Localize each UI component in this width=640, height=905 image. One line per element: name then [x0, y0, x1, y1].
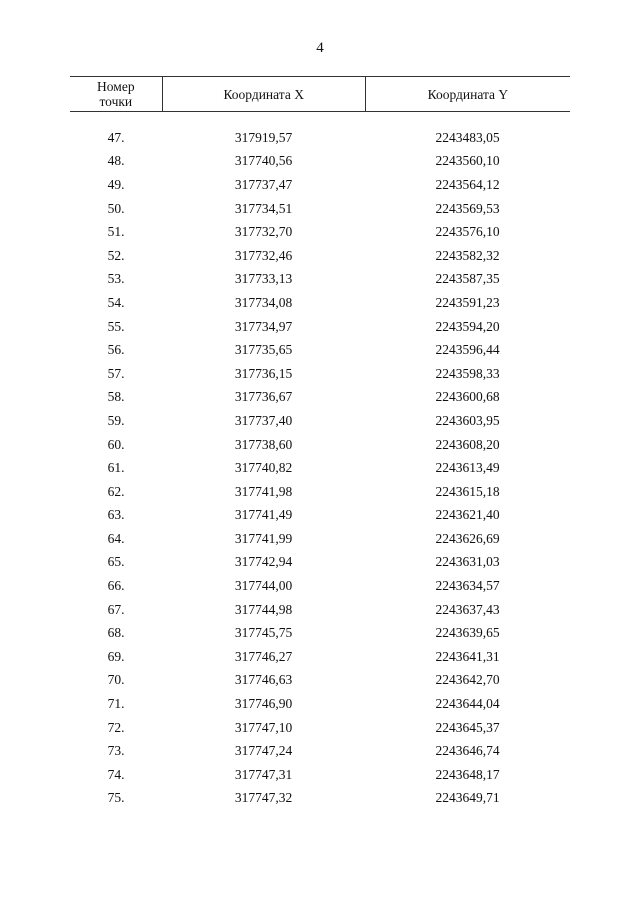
coordinate-x-cell: 317734,51: [234, 200, 293, 216]
table-row: [70, 527, 570, 551]
coordinate-x-cell: 317732,70: [234, 224, 293, 240]
coordinate-x-cell: 317746,27: [234, 648, 293, 664]
table-row: [70, 173, 570, 197]
coordinate-x-cell: 317734,08: [234, 294, 293, 310]
table-row: [70, 362, 570, 386]
header-point-number: [70, 77, 162, 111]
coordinate-y-cell: 2243621,40: [435, 507, 500, 523]
point-number-cell: 71.: [107, 696, 125, 712]
table-row: [70, 480, 570, 504]
table-row: [70, 551, 570, 575]
point-number-cell: 70.: [107, 672, 125, 688]
coordinate-y-cell: 2243596,44: [435, 342, 500, 358]
coordinate-y-cell: 2243639,65: [435, 625, 500, 641]
coordinate-x-cell: 317742,94: [234, 554, 293, 570]
coordinate-x-cell: 317741,49: [234, 507, 293, 523]
point-number-cell: 63.: [107, 507, 125, 523]
coordinate-x-cell: 317732,46: [234, 247, 293, 263]
table-row: [70, 197, 570, 221]
point-number-cell: 66.: [107, 578, 125, 594]
coordinate-x-cell: 317740,82: [234, 460, 293, 476]
point-number-cell: 56.: [107, 342, 125, 358]
point-number-cell: 52.: [107, 247, 125, 263]
point-number-cell: 57.: [107, 365, 125, 381]
point-number-cell: 74.: [107, 766, 125, 782]
coordinate-y-cell: 2243576,10: [435, 224, 500, 240]
table-row: [70, 126, 570, 150]
coordinate-y-cell: 2243591,23: [435, 294, 500, 310]
coordinate-x-cell: 317747,24: [234, 743, 293, 759]
point-number-cell: 73.: [107, 743, 125, 759]
table-row: [70, 244, 570, 268]
table-row: [70, 739, 570, 763]
point-number-cell: 60.: [107, 436, 125, 452]
coordinate-y-cell: 2243649,71: [435, 790, 500, 806]
point-number-cell: 69.: [107, 648, 125, 664]
coordinate-x-cell: 317733,13: [234, 271, 293, 287]
table-row: [70, 645, 570, 669]
coordinate-y-cell: 2243560,10: [435, 153, 500, 169]
table-row: [70, 433, 570, 457]
table-row: [70, 716, 570, 740]
table-row: [70, 669, 570, 693]
coordinate-y-cell: 2243626,69: [435, 530, 500, 546]
coordinates-table-body: [70, 126, 570, 810]
table-row: [70, 574, 570, 598]
table-row: [70, 409, 570, 433]
coordinate-x-cell: 317737,40: [234, 412, 293, 428]
coordinate-x-cell: 317747,31: [234, 766, 293, 782]
coordinate-x-cell: 317737,47: [234, 176, 293, 192]
coordinate-x-cell: 317735,65: [234, 342, 293, 358]
table-row: [70, 456, 570, 480]
point-number-cell: 68.: [107, 625, 125, 641]
table-row: [70, 150, 570, 174]
point-number-cell: 61.: [107, 460, 125, 476]
coordinate-y-cell: 2243646,74: [435, 743, 500, 759]
coordinate-x-cell: 317747,10: [234, 719, 293, 735]
coordinate-y-cell: 2243641,31: [435, 648, 500, 664]
coordinate-x-cell: 317736,67: [234, 389, 293, 405]
page-number: 4: [316, 40, 324, 56]
point-number-cell: 64.: [107, 530, 125, 546]
point-number-cell: 53.: [107, 271, 125, 287]
table-row: [70, 291, 570, 315]
table-row: [70, 268, 570, 292]
coordinate-y-cell: 2243594,20: [435, 318, 500, 334]
point-number-cell: 54.: [107, 294, 125, 310]
header-coordinate-x: Координата X: [162, 77, 365, 111]
coordinate-x-cell: 317919,57: [234, 129, 293, 145]
coordinate-x-cell: 317736,15: [234, 365, 293, 381]
header-coordinate-y: Координата Y: [365, 77, 570, 111]
table-row: [70, 338, 570, 362]
table-row: [70, 763, 570, 787]
coordinate-x-cell: 317746,63: [234, 672, 293, 688]
coordinate-y-cell: 2243645,37: [435, 719, 500, 735]
table-row: [70, 787, 570, 811]
point-number-cell: 72.: [107, 719, 125, 735]
table-row: [70, 386, 570, 410]
coordinate-x-cell: 317740,56: [234, 153, 293, 169]
point-number-cell: 59.: [107, 412, 125, 428]
table-row: [70, 621, 570, 645]
coordinate-y-cell: 2243600,68: [435, 389, 500, 405]
header-point-number-line1: Номер: [97, 79, 135, 94]
table-header: [70, 76, 570, 112]
coordinate-x-cell: 317746,90: [234, 696, 293, 712]
header-point-number-line2: точки: [99, 94, 133, 109]
coordinate-y-cell: 2243637,43: [435, 601, 500, 617]
table-row: [70, 315, 570, 339]
point-number-cell: 48.: [107, 153, 125, 169]
coordinate-x-cell: 317738,60: [234, 436, 293, 452]
point-number-cell: 50.: [107, 200, 125, 216]
coordinate-x-cell: 317741,98: [234, 483, 293, 499]
table-row: [70, 692, 570, 716]
coordinate-x-cell: 317741,99: [234, 530, 293, 546]
coordinate-y-cell: 2243648,17: [435, 766, 500, 782]
coordinate-x-cell: 317747,32: [234, 790, 293, 806]
point-number-cell: 55.: [107, 318, 125, 334]
coordinate-x-cell: 317744,98: [234, 601, 293, 617]
coordinate-x-cell: 317745,75: [234, 625, 293, 641]
point-number-cell: 75.: [107, 790, 125, 806]
coordinate-y-cell: 2243642,70: [435, 672, 500, 688]
point-number-cell: 67.: [107, 601, 125, 617]
coordinate-y-cell: 2243582,32: [435, 247, 500, 263]
table-row: [70, 598, 570, 622]
table-row: [70, 220, 570, 244]
point-number-cell: 65.: [107, 554, 125, 570]
point-number-cell: 49.: [107, 176, 125, 192]
coordinate-y-cell: 2243598,33: [435, 365, 500, 381]
coordinate-x-cell: 317744,00: [234, 578, 293, 594]
coordinate-y-cell: 2243564,12: [435, 176, 500, 192]
coordinate-y-cell: 2243613,49: [435, 460, 500, 476]
point-number-cell: 47.: [107, 129, 125, 145]
coordinate-y-cell: 2243631,03: [435, 554, 500, 570]
coordinate-y-cell: 2243569,53: [435, 200, 500, 216]
point-number-cell: 62.: [107, 483, 125, 499]
coordinate-y-cell: 2243634,57: [435, 578, 500, 594]
coordinate-y-cell: 2243483,05: [435, 129, 500, 145]
point-number-cell: 51.: [107, 224, 125, 240]
coordinate-y-cell: 2243608,20: [435, 436, 500, 452]
coordinate-x-cell: 317734,97: [234, 318, 293, 334]
table-row: [70, 504, 570, 528]
coordinate-y-cell: 2243644,04: [435, 696, 500, 712]
coordinate-y-cell: 2243603,95: [435, 412, 500, 428]
point-number-cell: 58.: [107, 389, 125, 405]
coordinate-y-cell: 2243587,35: [435, 271, 500, 287]
coordinate-y-cell: 2243615,18: [435, 483, 500, 499]
